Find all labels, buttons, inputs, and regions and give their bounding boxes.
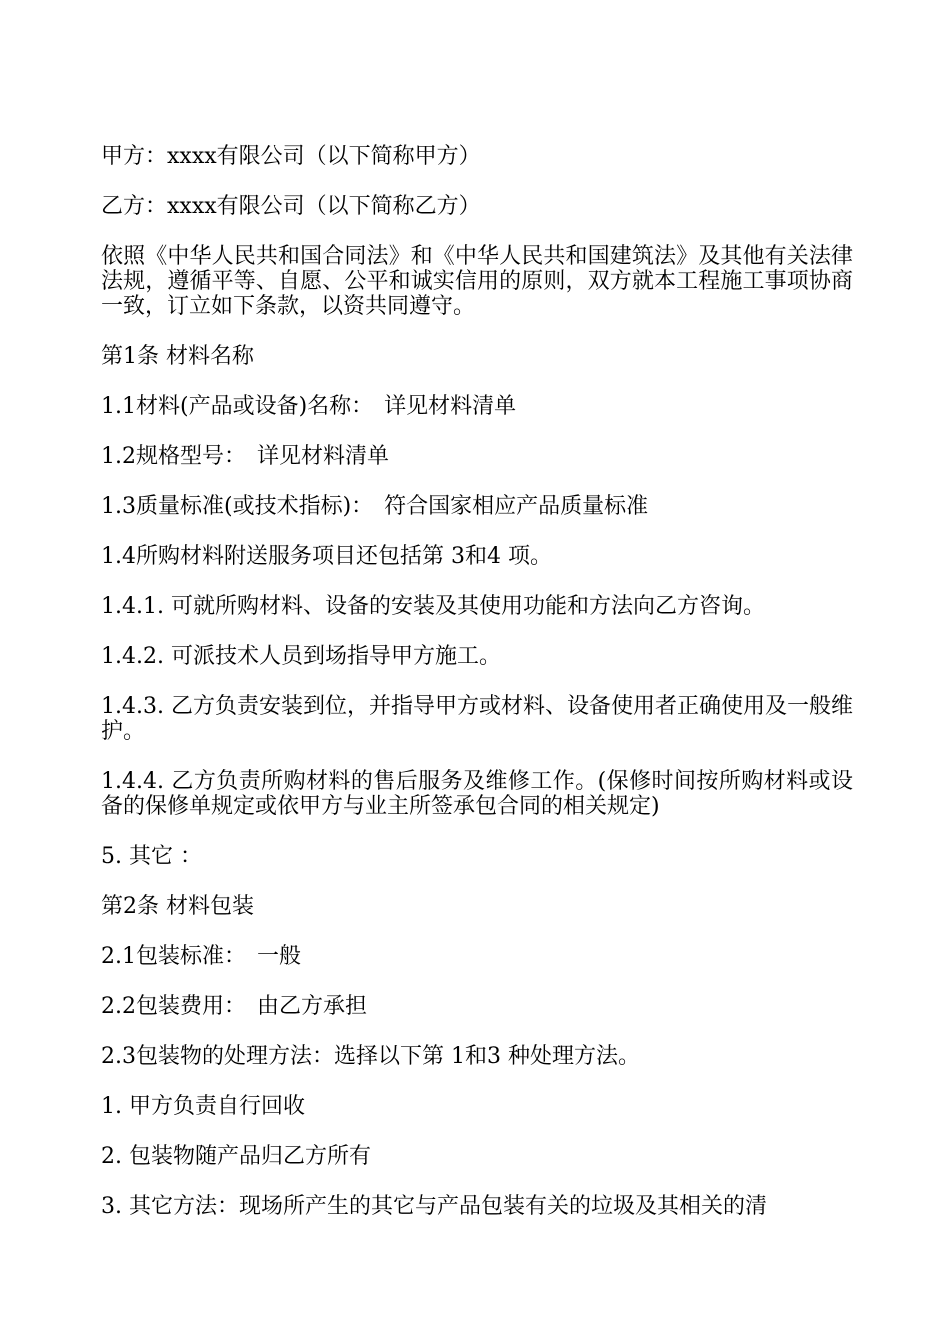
clause-2-1: 2.1包装标准： 一般: [101, 944, 301, 969]
clause-1-4: 1.4所购材料附送服务项目还包括第 3和4 项。: [101, 544, 552, 569]
clause-1-4-1: 1.4.1. 可就所购材料、设备的安装及其使用功能和方法向乙方咨询。: [101, 594, 765, 619]
document-body: [101, 144, 853, 1244]
clause-1-4-3: 1.4.3. 乙方负责安装到位，并指导甲方或材料、设备使用者正确使用及一般维护。: [101, 694, 853, 744]
article-1-heading: 第1条 材料名称: [101, 344, 254, 369]
party-b-line: 乙方：xxxx有限公司（以下简称乙方）: [101, 194, 481, 219]
article-2-heading: 第2条 材料包装: [101, 894, 254, 919]
packaging-option-1: 1. 甲方负责自行回收: [101, 1094, 305, 1119]
packaging-option-2: 2. 包装物随产品归乙方所有: [101, 1144, 371, 1169]
party-a-line: 甲方：xxxx有限公司（以下简称甲方）: [101, 144, 481, 169]
preamble-paragraph: 依照《中华人民共和国合同法》和《中华人民共和国建筑法》及其他有关法律法规，遵循平等、自愿、公平和诚实信用的原则，双方就本工程施工事项协商一致，订立如下条款，以资共同遵守。: [101, 244, 853, 319]
clause-2-3: 2.3包装物的处理方法：选择以下第 1和3 种处理方法。: [101, 1044, 640, 1069]
clause-1-1: 1.1材料(产品或设备)名称： 详见材料清单: [101, 394, 517, 419]
clause-1-2: 1.2规格型号： 详见材料清单: [101, 444, 389, 469]
clause-1-4-2: 1.4.2. 可派技术人员到场指导甲方施工。: [101, 644, 501, 669]
packaging-option-3: 3. 其它方法：现场所产生的其它与产品包装有关的垃圾及其相关的清: [101, 1194, 767, 1219]
clause-2-2: 2.2包装费用： 由乙方承担: [101, 994, 367, 1019]
clause-5-other: 5. 其它 ：: [101, 844, 202, 869]
clause-1-4-4: 1.4.4. 乙方负责所购材料的售后服务及维修工作。(保修时间按所购材料或设备的保修单规定或依甲方与业主所签承包合同的相关规定): [101, 769, 853, 819]
clause-1-3: 1.3质量标准(或技术指标)： 符合国家相应产品质量标准: [101, 494, 649, 519]
